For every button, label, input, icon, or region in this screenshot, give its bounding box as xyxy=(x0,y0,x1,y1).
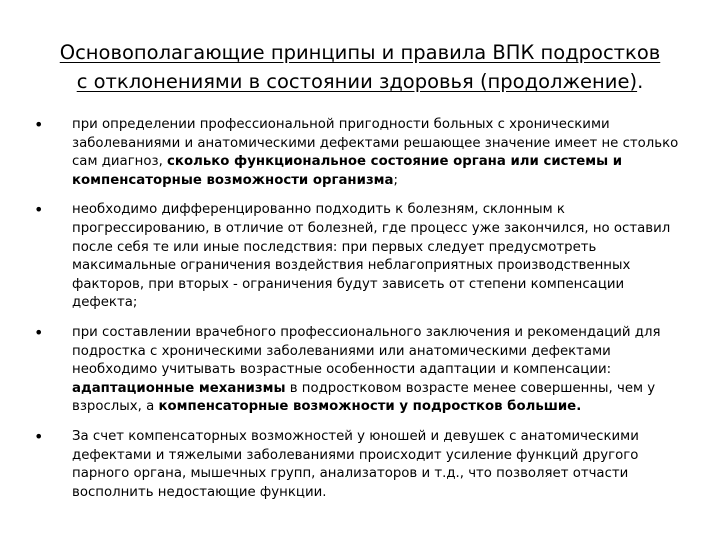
bullet-text: в подростковом возрасте менее совершенны, чем у взрослых, а xyxy=(72,380,656,415)
bullet-bold-text: компенсаторные возможности у подростков большие. xyxy=(158,399,582,415)
bullet-text: необходимо дифференцированно подходить к болезням, склонным к прогрессированию, в отличие от болезней, где процесс уже закончился, но оставил после себя те или иные последствия: при первых следует предусмотреть максимальные ограничения воздействия неблагоприятных производственных факторов, при вторых - ограничения будут зависеть от степени компенсации дефекта; xyxy=(72,202,671,311)
bullet-text: За счет компенсаторных возможностей у юношей и девушек с анатомическими дефектами и тяжелыми заболеваниями происходит усиление функций другого парного органа, мышечных групп, анализаторов и т.д., что позволяет отчасти восполнить недостающие функции. xyxy=(72,428,639,500)
bullet-text: при составлении врачебного профессионального заключения и рекомендаций для подростка с хроническими заболеваниями или анатомическими дефектами необходимо учитывать возрастные особенности адаптации и компенсации: xyxy=(72,324,661,378)
bullet-bold-text: сколько функциональное состояние органа или системы и компенсаторные возможности организма xyxy=(72,154,623,188)
bullet-item-4 xyxy=(34,428,684,502)
bullet-text: при определении профессиональной пригодности больных с хроническими заболеваниями и анатомическими дефектами решающее значение имеет не столько сам диагноз, xyxy=(72,117,679,170)
title-line-2: с отклонениями в состоянии здоровья (продолжение) xyxy=(76,70,638,93)
bullet-dot: • xyxy=(34,426,44,446)
title-period: . xyxy=(637,70,644,93)
bullet-dot: • xyxy=(34,200,44,220)
bullet-dot: • xyxy=(34,115,44,134)
bullet-text: ; xyxy=(393,172,398,188)
bullet-dot: • xyxy=(34,322,44,342)
slide-title xyxy=(30,38,690,96)
bullet-bold-text: адаптационные механизмы xyxy=(72,380,286,396)
bullet-item-2 xyxy=(34,201,684,313)
title-line-1: Основополагающие принципы и правила ВПК подростков xyxy=(59,41,661,64)
bullet-item-3 xyxy=(34,324,684,417)
bullet-list xyxy=(34,116,684,513)
bullet-item-1 xyxy=(34,116,684,190)
